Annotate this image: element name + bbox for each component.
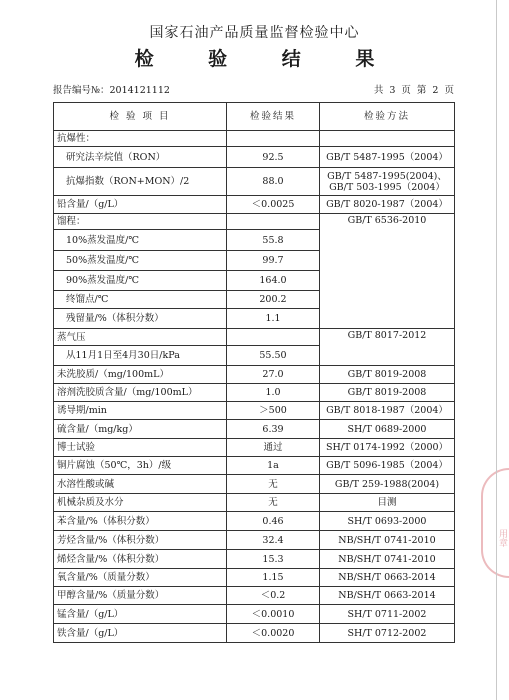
column-header-item: 检 验 项 目 bbox=[54, 103, 227, 131]
cell-method: SH/T 0174-1992（2000） bbox=[320, 439, 455, 457]
cell-result: 164.0 bbox=[227, 271, 320, 291]
official-stamp bbox=[481, 468, 509, 578]
cell-result: 1.15 bbox=[227, 569, 320, 587]
page-info: 共 3 页 第 2 页 bbox=[373, 85, 454, 96]
cell-method: NB/SH/T 0663-2014 bbox=[320, 569, 455, 587]
stamp-text: 用章 bbox=[497, 529, 507, 547]
cell-result: 200.2 bbox=[227, 291, 320, 309]
cell-item: 诱导期/min bbox=[54, 402, 227, 420]
organization-name: 国家石油产品质量监督检验中心 bbox=[149, 25, 360, 41]
report-meta bbox=[53, 82, 454, 96]
cell-result: ＞500 bbox=[227, 402, 320, 420]
cell-result: 32.4 bbox=[227, 531, 320, 550]
results-table bbox=[53, 102, 455, 643]
cell-method: NB/SH/T 0663-2014 bbox=[320, 587, 455, 605]
table-body bbox=[54, 131, 455, 643]
cell-item: 抗爆指数（RON+MON）/2 bbox=[54, 168, 227, 196]
table-row bbox=[54, 569, 455, 587]
cell-item: 硫含量/（mg/kg） bbox=[54, 420, 227, 439]
cell-result: ＜0.0010 bbox=[227, 605, 320, 624]
table-row bbox=[54, 531, 455, 550]
cell-item: 铅含量/（g/L） bbox=[54, 196, 227, 214]
table-row bbox=[54, 439, 455, 457]
cell-item: 水溶性酸或碱 bbox=[54, 475, 227, 494]
report-number-value: 2014121112 bbox=[109, 85, 170, 96]
column-header-method: 检验方法 bbox=[320, 103, 455, 131]
cell-result: 27.0 bbox=[227, 366, 320, 384]
table-row bbox=[54, 402, 455, 420]
cell-item: 从11月1日至4月30日/kPa bbox=[54, 346, 227, 366]
cell-result: 无 bbox=[227, 494, 320, 512]
table-row bbox=[54, 587, 455, 605]
cell-method: GB/T 8018-1987（2004） bbox=[320, 402, 455, 420]
cell-method: SH/T 0711-2002 bbox=[320, 605, 455, 624]
cell-result: 15.3 bbox=[227, 550, 320, 569]
table-row bbox=[54, 214, 455, 230]
table-row bbox=[54, 624, 455, 643]
cell-result: ＜0.0025 bbox=[227, 196, 320, 214]
cell-method: GB/T 8020-1987（2004） bbox=[320, 196, 455, 214]
cell-method: GB/T 8017-2012 bbox=[320, 329, 455, 366]
cell-item: 90%蒸发温度/℃ bbox=[54, 271, 227, 291]
cell-result: 99.7 bbox=[227, 251, 320, 271]
cell-result: 92.5 bbox=[227, 147, 320, 168]
table-row bbox=[54, 196, 455, 214]
table-row bbox=[54, 512, 455, 531]
edge-line bbox=[496, 0, 497, 700]
cell-method: SH/T 0689-2000 bbox=[320, 420, 455, 439]
cell-method: GB/T 259-1988(2004) bbox=[320, 475, 455, 494]
table-row bbox=[54, 131, 455, 147]
cell-result: ＜0.2 bbox=[227, 587, 320, 605]
cell-result: 0.46 bbox=[227, 512, 320, 531]
table-row bbox=[54, 147, 455, 168]
cell-item: 烯烃含量/%（体积分数） bbox=[54, 550, 227, 569]
cell-method-line2: GB/T 503-1995（2004） bbox=[329, 181, 445, 193]
cell-item: 抗爆性： bbox=[54, 131, 227, 147]
cell-result: 88.0 bbox=[227, 168, 320, 196]
cell-item: 终馏点/℃ bbox=[54, 291, 227, 309]
cell-item: 铜片腐蚀（50℃，3h）/级 bbox=[54, 457, 227, 475]
cell-item: 10%蒸发温度/℃ bbox=[54, 230, 227, 251]
table-row bbox=[54, 168, 455, 196]
cell-method-line1: GB/T 5487-1995(2004)、 bbox=[327, 170, 447, 182]
cell-method: SH/T 0712-2002 bbox=[320, 624, 455, 643]
cell-item: 甲醇含量/%（质量分数） bbox=[54, 587, 227, 605]
cell-result bbox=[227, 214, 320, 230]
cell-method: 目测 bbox=[320, 494, 455, 512]
cell-item: 溶剂洗胶质含量/（mg/100mL） bbox=[54, 384, 227, 402]
cell-result: 通过 bbox=[227, 439, 320, 457]
cell-item: 蒸气压 bbox=[54, 329, 227, 346]
table-row bbox=[54, 329, 455, 346]
cell-result: 55.50 bbox=[227, 346, 320, 366]
table-row bbox=[54, 494, 455, 512]
cell-method: SH/T 0693-2000 bbox=[320, 512, 455, 531]
cell-method: GB/T 8019-2008 bbox=[320, 366, 455, 384]
cell-method: NB/SH/T 0741-2010 bbox=[320, 531, 455, 550]
cell-item: 50%蒸发温度/℃ bbox=[54, 251, 227, 271]
cell-result: 1.1 bbox=[227, 309, 320, 329]
cell-method: GB/T 6536-2010 bbox=[320, 214, 455, 329]
cell-item: 残留量/%（体积分数） bbox=[54, 309, 227, 329]
report-number-label: 报告编号№： bbox=[53, 85, 110, 96]
cell-result: 1.0 bbox=[227, 384, 320, 402]
cell-item: 氧含量/%（质量分数） bbox=[54, 569, 227, 587]
cell-method: NB/SH/T 0741-2010 bbox=[320, 550, 455, 569]
cell-result: 无 bbox=[227, 475, 320, 494]
cell-method bbox=[320, 131, 455, 147]
column-header-result: 检验结果 bbox=[227, 103, 320, 131]
cell-result: 1a bbox=[227, 457, 320, 475]
cell-result: 55.8 bbox=[227, 230, 320, 251]
cell-item: 铁含量/（g/L） bbox=[54, 624, 227, 643]
table-row bbox=[54, 475, 455, 494]
cell-result bbox=[227, 131, 320, 147]
table-header-row bbox=[54, 103, 455, 131]
cell-result: 6.39 bbox=[227, 420, 320, 439]
page-title: 检 验 结 果 bbox=[134, 48, 399, 70]
cell-item: 博士试验 bbox=[54, 439, 227, 457]
cell-method: GB/T 5096-1985（2004） bbox=[320, 457, 455, 475]
report-number bbox=[53, 82, 170, 96]
cell-item: 芳烃含量/%（体积分数） bbox=[54, 531, 227, 550]
cell-item: 研究法辛烷值（RON） bbox=[54, 147, 227, 168]
cell-item: 未洗胶质/（mg/100mL） bbox=[54, 366, 227, 384]
table-row bbox=[54, 457, 455, 475]
table-row bbox=[54, 550, 455, 569]
table-row bbox=[54, 605, 455, 624]
cell-method: GB/T 8019-2008 bbox=[320, 384, 455, 402]
table-row bbox=[54, 420, 455, 439]
table-row bbox=[54, 366, 455, 384]
cell-item: 馏程： bbox=[54, 214, 227, 230]
cell-item: 锰含量/（g/L） bbox=[54, 605, 227, 624]
table-row bbox=[54, 384, 455, 402]
cell-result: ＜0.0020 bbox=[227, 624, 320, 643]
cell-result bbox=[227, 329, 320, 346]
cell-item: 苯含量/%（体积分数） bbox=[54, 512, 227, 531]
cell-item: 机械杂质及水分 bbox=[54, 494, 227, 512]
cell-method: GB/T 5487-1995（2004） bbox=[320, 147, 455, 168]
cell-method bbox=[320, 168, 455, 196]
